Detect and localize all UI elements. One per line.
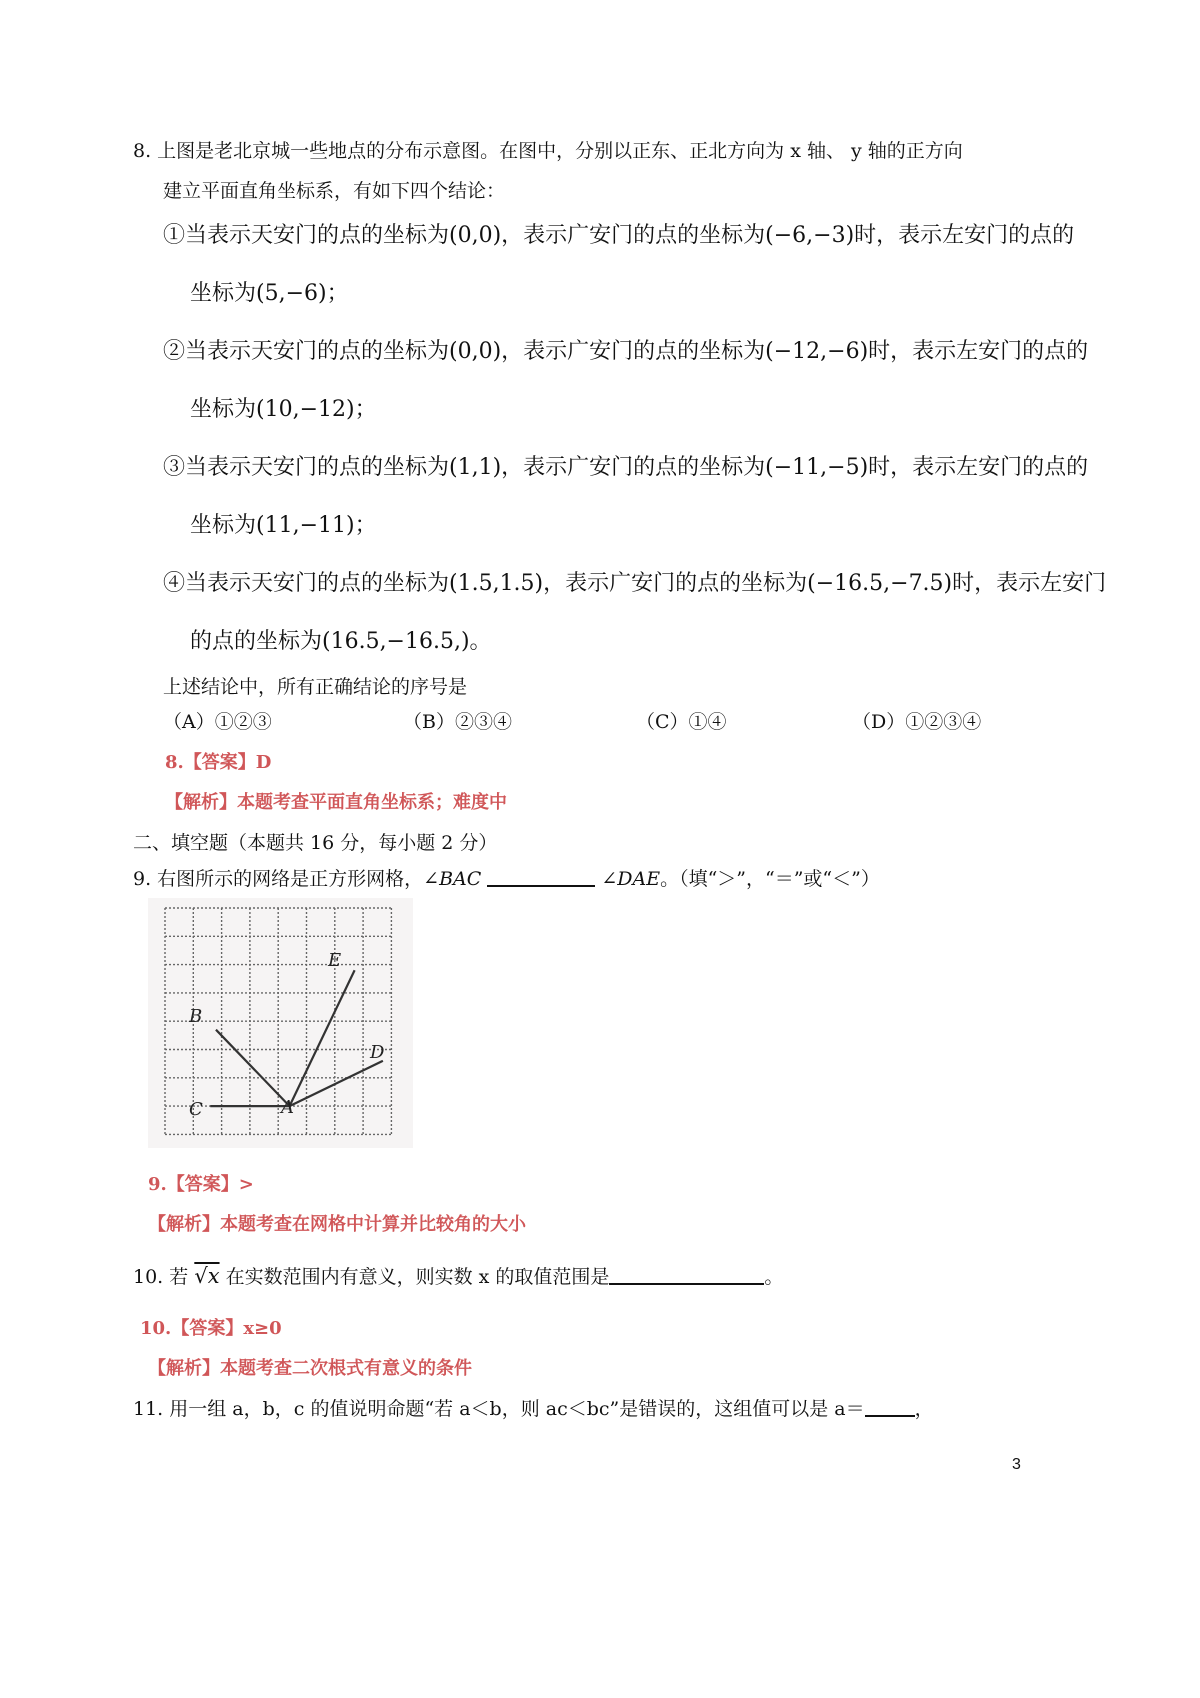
grid-figure <box>148 898 413 1148</box>
q8-option-b: （B）②③④ <box>403 711 512 733</box>
q8-conclusion-2-cont: 坐标为(10,−12)； <box>190 397 377 422</box>
q8-conclusion-4: ④当表示天安门的点的坐标为(1.5,1.5)，表示广安门的点的坐标为(−16.5,−7.5)时，表示左安门 <box>163 571 1107 596</box>
point-label-e: E <box>328 950 342 971</box>
q10-answer-blank[interactable] <box>609 1265 764 1285</box>
q8-option-c: （C）①④ <box>636 711 727 733</box>
q8-option-d: （D）①②③④ <box>852 711 982 733</box>
q8-stem-line1: 8. 上图是老北京城一些地点的分布示意图。在图中，分别以正东、正北方向为 x 轴、 y 轴的正方向 <box>133 140 963 162</box>
point-label-d: D <box>370 1042 385 1063</box>
q8-answer: 8.【答案】D <box>165 752 272 773</box>
q9-stem <box>133 864 880 891</box>
q9-prefix: 9. 右图所示的网络是正方形网格， <box>133 868 424 890</box>
q8-conclusion-2: ②当表示天安门的点的坐标为(0,0)，表示广安门的点的坐标为(−12,−6)时，表示左安门的点的 <box>163 339 1089 364</box>
q8-stem-line2: 建立平面直角坐标系，有如下四个结论： <box>163 180 506 202</box>
section-heading: 二、填空题（本题共 16 分，每小题 2 分） <box>133 832 498 854</box>
page-number: 3 <box>1012 1456 1021 1473</box>
q8-conclusion-3-cont: 坐标为(11,−11)； <box>190 513 377 538</box>
q8-question: 上述结论中，所有正确结论的序号是 <box>163 676 468 698</box>
q9-answer: 9.【答案】> <box>148 1174 254 1195</box>
q9-angle-dae: ∠DAE <box>601 868 661 890</box>
q10-answer: 10.【答案】x≥0 <box>140 1318 282 1339</box>
q10-stem <box>133 1262 783 1289</box>
q11-text: 11. 用一组 a，b，c 的值说明命题“若 a＜b，则 ac＜bc”是错误的，这组值可以是 a＝ <box>133 1398 865 1420</box>
q11-suffix: ， <box>914 1398 934 1420</box>
q8-conclusion-4-cont: 的点的坐标为(16.5,−16.5,)。 <box>190 629 492 654</box>
q8-option-a: （A）①②③ <box>163 711 272 733</box>
q8-conclusion-1-cont: 坐标为(5,−6)； <box>190 281 349 306</box>
point-label-c: C <box>189 1099 203 1120</box>
q8-conclusion-3: ③当表示天安门的点的坐标为(1,1)，表示广安门的点的坐标为(−11,−5)时，表示左安门的点的 <box>163 455 1089 480</box>
q11-stem <box>133 1394 934 1421</box>
q9-answer-blank[interactable] <box>487 867 595 887</box>
point-label-b: B <box>189 1006 203 1027</box>
q8-analysis: 【解析】本题考查平面直角坐标系；难度中 <box>165 792 507 813</box>
q10-prefix: 10. 若 <box>133 1266 189 1288</box>
q9-angle-bac: ∠BAC <box>423 868 482 890</box>
q9-suffix: 。（填“＞”，“＝”或“＜”） <box>660 868 880 890</box>
q10-suffix: 。 <box>764 1266 784 1288</box>
point-label-a: A <box>281 1097 294 1118</box>
q11-answer-blank[interactable] <box>865 1397 915 1417</box>
q8-conclusion-1: ①当表示天安门的点的坐标为(0,0)，表示广安门的点的坐标为(−6,−3)时，表示左安门的点的 <box>163 223 1075 248</box>
q10-middle: 在实数范围内有意义，则实数 x 的取值范围是 <box>225 1266 610 1288</box>
q10-analysis: 【解析】本题考查二次根式有意义的条件 <box>148 1358 472 1379</box>
q10-radical: √x <box>194 1264 220 1288</box>
q9-analysis: 【解析】本题考查在网格中计算并比较角的大小 <box>148 1214 526 1235</box>
